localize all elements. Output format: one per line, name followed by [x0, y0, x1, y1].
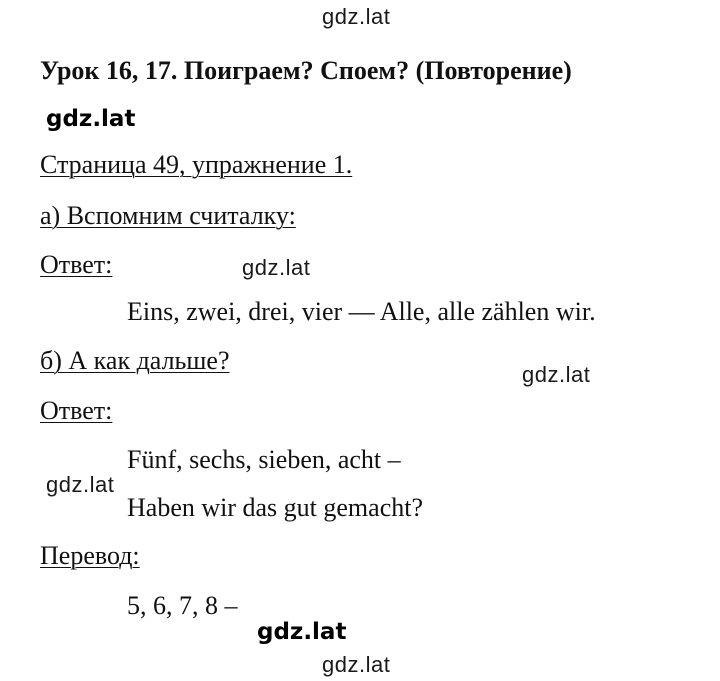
watermark-right: gdz.lat — [522, 362, 591, 387]
watermark-answer-1: gdz.lat — [242, 255, 311, 280]
watermark-bottom: gdz.lat — [322, 652, 391, 677]
exercise-reference: Страница 49, упражнение 1. — [40, 150, 353, 179]
lesson-title: Урок 16, 17. Поиграем? Споем? (Повторение) — [40, 56, 572, 85]
watermark-bold-2: gdz.lat — [257, 619, 347, 645]
part-b-answer-label: Ответ: — [40, 396, 113, 425]
part-a-answer-label: Ответ: — [40, 250, 113, 279]
part-b-heading: б) А как дальше? — [40, 346, 230, 375]
part-a-answer-text: Eins, zwei, drei, vier — Alle, alle zählen wir. — [127, 297, 596, 326]
part-a-heading: а) Вспомним считалку: — [40, 201, 296, 230]
part-b-answer-line-2: Haben wir das gut gemacht? — [127, 493, 424, 522]
watermark-left: gdz.lat — [46, 472, 115, 497]
watermark-bold-1: gdz.lat — [46, 106, 136, 132]
watermark-top: gdz.lat — [322, 4, 391, 29]
part-b-answer-line-1: Fünf, sechs, sieben, acht – — [127, 445, 401, 474]
translation-line-1: 5, 6, 7, 8 – — [127, 591, 238, 620]
translation-label: Перевод: — [40, 541, 140, 570]
